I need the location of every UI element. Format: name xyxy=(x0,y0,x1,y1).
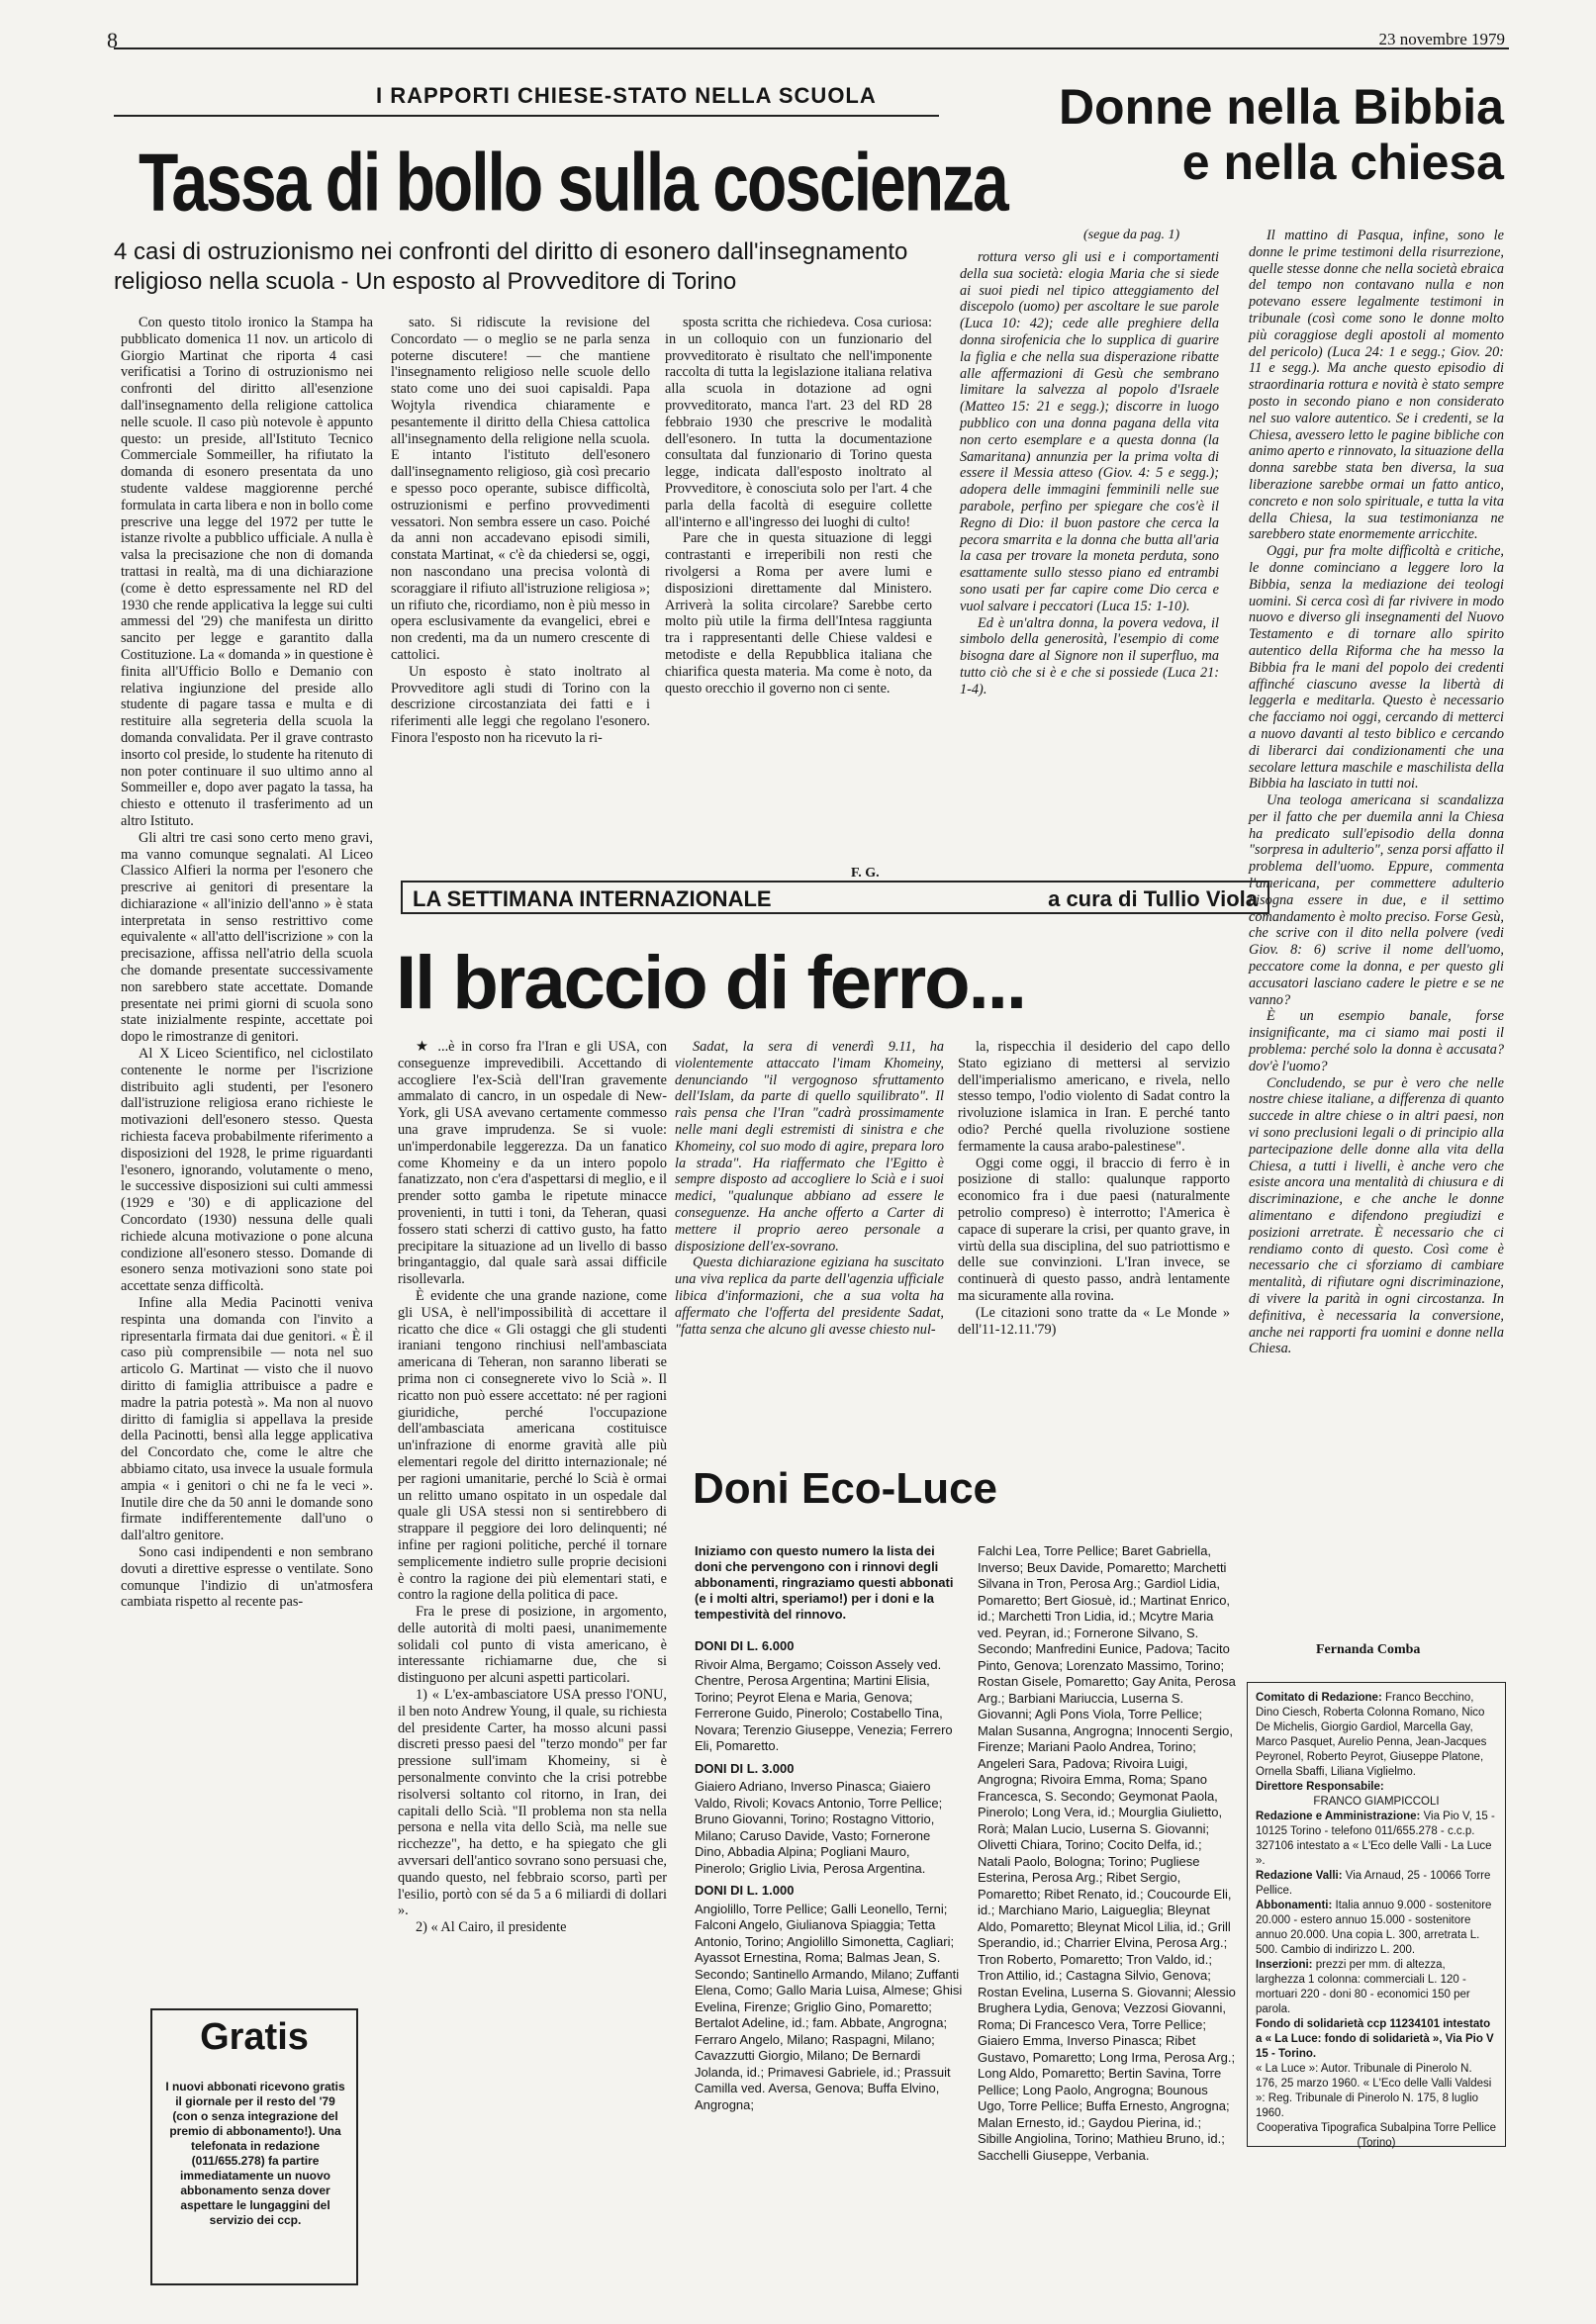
column-banner-author: a cura di Tullio Viola xyxy=(1048,886,1258,911)
gratis-box xyxy=(150,2008,358,2285)
masthead-box xyxy=(1247,1682,1506,2147)
paragraph: Gli altri tre casi sono certo meno gravi, ma vanno comunque segnalati. Al Liceo Classico Alfieri la norma per l'esonero che prescrive ai genitori di presentare la dichiarazione « all'inizio dell'anno » è stata interpretata in senso restrittivo come equivalente « all'atto dell'iscrizione » con la precisazione, affissa nell'atrio della scuola che domande presentate successivamente non sarebbero state accettate. Domande presentate nei primi giorni di scuola sono state inizialmente respinte, accettate poi dopo le rimostranze di genitori. xyxy=(121,829,373,1046)
article-kicker: I RAPPORTI CHIESE-STATO NELLA SCUOLA xyxy=(376,83,877,108)
article1-column-3 xyxy=(665,315,932,697)
gratis-title: Gratis xyxy=(200,2016,309,2058)
masthead-valli xyxy=(1256,1869,1497,1899)
value: Via Pio V, 15 - 10125 Torino - telefono 011/655.278 - c.c.p. 327106 intestato a « L'Eco delle Valli - La Luce ». xyxy=(1256,1811,1495,1867)
paragraph: 2) « Al Cairo, il presidente xyxy=(416,1919,567,1936)
value: Italia annuo 9.000 - sostenitore 20.000 - estero annuo 15.000 - sostenitore annuo 20.000. Una copia L. 300, arretrata L. 500. Cambio di indirizzo L. 200. xyxy=(1256,1900,1492,1956)
page-number: 8 xyxy=(107,28,118,52)
label: Redazione e Amministrazione: xyxy=(1256,1811,1421,1822)
doni-list: Rivoir Alma, Bergamo; Coisson Assely ved. Chentre, Perosa Argentina; Martini Elisia, Torino; Peyrot Elena e Maria, Genova; Ferrerone Guido, Pinerolo; Costabello Tina, Novara; Terenzio Giuseppe, Venezia; Ferrero Eli, Pomaretto. xyxy=(695,1656,953,1753)
paragraph: ★ ...è in corso fra l'Iran e gli USA, con conseguenze imprevedibili. Accettando di accogliere l'ex-Scià dell'Iran gravemente ammalato di cancro, in un ospedale di New-York, gli USA avevano certamente commesso una grave imprudenza. Se si vuole: un'imperdonabile leggerezza. Da un fanatico come Khomeiny e da un intero popolo fanatizzato, non c'era d'aspettarsi di meglio, e il prender sotto gamba le ripetute minacce provenienti, in tutti i toni, da Teheran, quasi fossero stati scherzi di cattivo gusto, ha fatto precipitare la situazione ad un livello di basso bringantaggio, dal quale sarà assai difficile risollevarla. xyxy=(398,1039,667,1288)
article2-title-line-1: Donne nella Bibbia xyxy=(1058,79,1504,135)
paragraph: Con questo titolo ironico la Stampa ha pubblicato domenica 11 nov. un articolo di Giorgio Martinat che riporta 4 casi verificatisi a Torino di ostruzionismo nei confronti del diritto all'esenzione dall'insegnamento della religione cattolica nelle scuole. Il caso più notevole è appunto questo: un preside, all'Istituto Tecnico Commerciale Sommeiller, ha rifiutato la domanda di esonero presentata da uno studente valdese maggiorenne perché formulata in carta libera e non in bollo come prescrive una legge del 1972 per tutte le istanze rivolte a pubblico ufficiale. A nulla è valsa la precisazione che non di domanda trattasi in realtà, ma di una dichiarazione (come è detto espressamente nel RD del 1930 che rende applicativa la legge sui culti ammessi del '29) che manifesta un diritto sancito per legge e garantito dalla Costituzione. La « domanda » in questione è finita all'Ufficio Bollo e Demanio con relativa ingiunzione del preside allo studente di pagare tassa e multa e di restituire alla segreteria della scuola la domanda convalidata. Per il grave contrasto insorto col preside, lo studente ha ritenuto di non poter continuare il suo ultimo anno al Sommeiller e, dopo aver pagato la tassa, ha chiesto e ottenuto il trasferimento ad un altro Istituto. xyxy=(121,315,373,829)
masthead-abbonamenti xyxy=(1256,1899,1497,1958)
paragraph: 1) « L'ex-ambasciatore USA presso l'ONU, il ben noto Andrew Young, il quale, su richiesta del presidente Carter, ha mosso alcuni passi discreti presso paesi del "terzo mondo" per far pressione sull'imam Khomeiny, si è personalmente convinto che la crisi potrebbe risolversi soltanto col ritorno, in Iran, dei capitali dello Scià. "Il problema non sta nella persona e nella vita dello Scià, ma nelle sue ricchezze", ha detto, e ha spiegato che gli avversari dell'antico sovrano sono persuasi che, quando questo, nel febbraio scorso, partì per l'esilio, portò con sé da 5 a 6 miliardi di dollari ». xyxy=(398,1687,668,1919)
article2-signature: Fernanda Comba xyxy=(1316,1642,1421,1657)
article1-column-2 xyxy=(391,315,650,747)
article3-column-2 xyxy=(675,1039,944,1338)
paragraph: Sono casi indipendenti e non sembrano dovuti a direttive espresse o ventilate. Sono comunque l'indizio di un'atmosfera cambiata rispetto al recente pas- xyxy=(121,1543,373,1611)
paragraph: Infine alla Media Pacinotti veniva respinta una domanda con l'invito a ripresentarla firmata dai due genitori. « È il caso più comprensibile — nota nel suo articolo G. Martinat — visto che il nuovo diritto di famiglia attribuisce a padre e madre la patria potestà ». Ma non al nuovo diritto di famiglia si appellava la preside della Pacinotti, bensì alla legge applicativa del Concordato che, come le altre che abbiamo citato, usa invece la usuale formula ampia « i genitori o chi ne fa le veci ». Inutile dire che da 50 anni le domande sono firmate indifferentemente dall'uno o dall'altro genitore. xyxy=(121,1295,373,1544)
paragraph: rottura verso gli usi e i comportamenti della sua società: elogia Maria che si siede ai suoi piedi nel tipico atteggiamento del discepolo (uomo) per ascoltare le sue parole (Luca 10: 42); cede alle preghiere della donna sirofenicia che lo supplica di guarire la figlia e che nella sua disperazione ribatte alle affermazioni di Gesù che sembrano limitare la salvezza al popolo d'Israele (Matteo 15: 21 e segg.); discorre in luogo pubblico con una donna pagana della vita non certo esemplare e a questa donna (la Samaritana) annunzia per la prima volta di essere il Messia atteso (Giov. 4: 5 e segg.); adopera delle immagini femminili nelle sue parabole, perfino per spiegare che cos'è il Regno di Dio: il buon pastore che cerca la pecora smarrita e la donna che butta all'aria la casa per trovare la moneta perduta, sono esattamente sullo stesso piano ed entrambi sono usati per far capire come Dio cerca e vuol salvare i peccatori (Luca 15: 1-10). xyxy=(960,249,1219,614)
kicker-rule xyxy=(114,115,939,117)
article3-title: Il braccio di ferro... xyxy=(396,941,1025,1025)
doni-heading: DONI DI L. 6.000 xyxy=(695,1638,795,1653)
paragraph: la, rispecchia il desiderio del capo dello Stato egiziano di mettersi al servizio dell'imperialismo americano, e rivela, nello stesso tempo, l'odio violento di Sadat contro la rivoluzione islamica in Iran. E perché tanto odio? Perché quella rivoluzione sostiene fermamente la causa arabo-palestinese". xyxy=(958,1039,1230,1155)
paragraph: Oggi, pur fra molte difficoltà e critiche, le donne cominciano a leggere loro la Bibbia, senza la mediazione dei teologi uomini. Si cerca così di far rivivere in modo nuovo e diverso gli insegnamenti del Nuovo Testamento e di tornare allo spirito autentico della Riforma che ha messo la Bibbia fra le mani del popolo dei credenti affinché ciascuno avesse la libertà di leggerla e meditarla. Questo è necessario che facciamo noi oggi, cercando di metterci a nuovo davanti al testo biblico e cercando di liberarci dai condizionamenti che una secolare lettura maschile e maschilista della Bibbia ha lasciato in tutti noi. xyxy=(1249,543,1504,792)
column-banner-title: LA SETTIMANA INTERNAZIONALE xyxy=(413,886,772,911)
paragraph: È un esempio banale, forse insignificante, ma ci siamo mai posti il problema: perché solo la donna è accusata? dov'è l'uomo? xyxy=(1249,1008,1504,1074)
paragraph: (Le citazioni sono tratte da « Le Monde » dell'11-12.11.'79) xyxy=(958,1304,1230,1338)
paragraph: Fra le prese di posizione, in argomento, delle autorità di molti paesi, unanimemente solidali col punto di vista americano, è interessante richiamarne due, che si distinguono per alcuni aspetti particolari. xyxy=(398,1604,667,1687)
masthead-direttore xyxy=(1256,1780,1497,1795)
paragraph: sato. Si ridiscute la revisione del Concordato — o meglio se ne parla senza poterne discutere! — che mantiene l'insegnamento religioso nelle scuole dello stato come uno dei suoi capisaldi. Papa Wojtyla rivendica chiaramente e pesantemente il diritto della Chiesa cattolica all'insegnamento della religione nella scuola. E intanto l'istituto dell'esonero dall'insegnamento religioso, già così precario e spesso poco operante, subisce difficoltà, ostruzionismi e perfino provvedimenti vessatori. Non sembra essere un caso. Poiché da anni non accadevano episodi simili, constata Martinat, « c'è da chiedersi se, oggi, non nascondano una precisa volontà di scoraggiare il rifiuto all'istruzione religiosa »; un rifiuto che, ricordiamo, non è più messo in opera esclusivamente da evangelici, ebrei e non credenti, ma da un numero crescente di cattolici. xyxy=(391,315,650,663)
paragraph: Pare che in questa situazione di leggi contrastanti e irreperibili non resti che rivolgersi a Roma per avere lumi e disposizioni direttamente dal Ministero. Arriverà la solita circolare? Sarebbe certo molto più utile la firma dell'Intesa raggiunta tra i rappresentanti delle Chiese valdesi e metodiste e della Repubblica italiana che chiarifica questa materia. Ma come è noto, da questo orecchio il governo non ci sente. xyxy=(665,530,932,697)
article2-column-1 xyxy=(960,249,1219,698)
article1-column-1 xyxy=(121,315,373,1611)
paragraph: Questa dichiarazione egiziana ha suscitato una viva replica da parte dell'agenzia ufficiale libica d'informazioni, che a sua volta ha affermato che l'offerta del presidente Sadat, "fatta senza che alcuno gli avesse chiesto nul- xyxy=(675,1255,944,1338)
column-banner xyxy=(401,881,1269,914)
doni-heading: DONI DI L. 3.000 xyxy=(695,1760,795,1776)
paragraph: sposta scritta che richiedeva. Cosa curiosa: in un colloquio con un funzionario del provveditorato è risultato che nell'imponente raccolta di tutta la legislazione italiana relativa alla scuola in dotazione ad ogni provveditorato, manca l'art. 23 del RD 28 febbraio 1930 che prescrive le modalità dell'esonero. In tutta la documentazione consultata dal funzionario di Torino questa legge, indicata dall'esposto inoltrato al Provveditore, è conosciuta solo per l'art. 4 che parla della facoltà di eseguire collette all'interno e all'ingresso dei luoghi di culto! xyxy=(665,315,932,530)
gratis-text: I nuovi abbonati ricevono gratis il giornale per il resto del '79 (con o senza integrazione del premio di abbonamento!). Una telefonata in redazione (011/655.278) fa partire immediatamente un nuovo abbonamento senza dover aspettare le lungaggini del servizio dei ccp. xyxy=(165,2080,345,2227)
doni-column-1 xyxy=(695,1632,964,2113)
article2-title-line-2: e nella chiesa xyxy=(1181,135,1504,190)
label: Direttore Responsabile: xyxy=(1256,1781,1384,1793)
doni-list: Giaiero Adriano, Inverso Pinasca; Giaiero Valdo, Rivoli; Kovacs Antonio, Torre Pellice; Bruno Giovanni, Torino; Rostagno Vittorio, Milano; Caruso Davide, Vasto; Fornerone Dino, Abbadia Alpina; Pogliani Mauro, Pinerolo; Griglio Livia, Perosa Argentina. xyxy=(695,1779,943,1876)
paragraph: Il mattino di Pasqua, infine, sono le donne le prime testimoni della risurrezione, quelle stesse donne che nella società ebraica del tempo non contavano nulla e non potevano essere legalmente testimoni in tribunale (così come sono le donne molto più coraggiose degli apostoli al momento del pericolo) (Luca 24: 1 e segg.; Giov. 20: 11 e segg.). Ma anche questo episodio di straordinaria rottura e novità è stato sempre posto in secondo piano e non considerato nel suo valore autentico. Se i credenti, se la Chiesa, avessero letto le pagine bibliche con animo aperto e rinnovato, la situazione della donna sarebbe stata ben diversa, la sua liberazione sarebbe ormai un fatto antico, concreto e non solo spirituale, e tutta la vita della Chiesa, la sua testimonianza ne sarebbero state enormemente arricchite. xyxy=(1249,228,1504,543)
label: Abbonamenti: xyxy=(1256,1900,1333,1911)
masthead-inserzioni xyxy=(1256,1958,1497,2017)
value: prezzi per mm. di altezza, larghezza 1 colonna: commerciali L. 120 - mortuari 220 - doni 80 - economici 150 per parola. xyxy=(1256,1959,1470,2015)
page-date: 23 novembre 1979 xyxy=(1378,30,1505,48)
masthead-printer: Cooperativa Tipografica Subalpina Torre Pellice (Torino) xyxy=(1256,2122,1497,2149)
article2-title xyxy=(950,79,1504,190)
masthead-redazione xyxy=(1256,1810,1497,1869)
label: Fondo di solidarietà ccp 11234101 intestato a « La Luce: fondo di solidarietà », Via Pio V 15 - Torino. xyxy=(1256,2018,1494,2060)
article3-column-3 xyxy=(958,1039,1230,1338)
value: Franco Becchino, Dino Ciesch, Roberta Colonna Romano, Nico De Michelis, Giorgio Gardiol, Marcella Gay, Marco Pasquet, Aurelio Penna, Jean-Jacques Peyronel, Roberto Peyrot, Giuseppe Platone, Ornella Sbaffi, Liliana Viglielmo. xyxy=(1256,1692,1487,1778)
article2-column-2 xyxy=(1249,228,1504,1357)
doni-intro: Iniziamo con questo numero la lista dei doni che pervengono con i rinnovi degli abbonamenti, ringraziamo questi abbonati (e i molti altri, speriamo!) per i doni e la tempestività del rinnovo. xyxy=(695,1543,954,1622)
paragraph: Un esposto è stato inoltrato al Provveditore agli studi di Torino con la descrizione circostanziata dei fatti e i riferimenti alle leggi che regolano l'esonero. Finora l'esposto non ha ricevuto la ri- xyxy=(391,663,650,746)
article1-signature: F. G. xyxy=(851,866,880,881)
director-name: FRANCO GIAMPICCOLI xyxy=(1313,1796,1440,1808)
masthead-comitato xyxy=(1256,1691,1497,1780)
article-title: Tassa di bollo sulla coscienza xyxy=(139,136,1007,228)
paragraph: Una teologa americana si scandalizza per il fatto che per duemila anni la Chiesa ha predicato sull'episodio della donna "sorpresa in adulterio", senza porsi affatto il problema dell'uomo. Eppure, commenta l'americana, per commettere adulterio bisogna essere in due, e il settimo comandamento è molto preciso. Forse Gesù, che scrive con il dito nella polvere (vedi Giov. 8: 6) scrive il nome dell'uomo, peccatore come la donna, e per questo gli accusatori lasciano cadere le pietre e se ne vanno? xyxy=(1249,792,1504,1008)
doni-title: Doni Eco-Luce xyxy=(693,1464,998,1513)
paragraph: Oggi come oggi, il braccio di ferro è in posizione di stallo: qualunque rapporto economico fra i due paesi (naturalmente petrolio compreso) è interrotto; l'America è capace di superare la crisi, per quanto grave, in virtù della sua disciplina, del suo patriottismo e delle sue convinzioni. L'Iran invece, se continuerà di questo passo, andrà lentamente ma sicuramente alla rovina. xyxy=(958,1155,1230,1304)
masthead-fondo xyxy=(1256,2017,1497,2062)
label: Inserzioni: xyxy=(1256,1959,1313,1971)
paragraph: Al X Liceo Scientifico, nel ciclostilato contenente le norme per l'iscrizione distribuito agli studenti, per l'esonero dall'istruzione religiosa erano richieste le motivazioni dell'esonero stesso. Questa richiesta faceva probabilmente riferimento a disposizioni del 1928, le prime riguardanti l'esonero, ignorando, volutamente o meno, le successive disposizioni sui culti ammessi (1929 e '30) e di applicazione del Concordato (1930) nessuna delle quali richiede alcuna motivazione o pone alcuna condizione all'esonero stesso. Domande di esonero senza motivazioni sono state poi accettate senza difficoltà. xyxy=(121,1046,373,1295)
article-subtitle: 4 casi di ostruzionismo nei confronti del diritto di esonero dall'insegnamento religioso nella scuola - Un esposto al Provveditore di Torino xyxy=(114,238,908,295)
doni-column-2: Falchi Lea, Torre Pellice; Baret Gabriella, Inverso; Beux Davide, Pomaretto; Marchetti Silvana in Tron, Perosa Arg.; Gardiol Lidia, Pomaretto; Bert Giosuè, id.; Martinat Enrico, id.; Marchetti Tron Lidia, id.; Mcytre Maria ved. Peyran, id.; Fornerone Silvano, S. Secondo; Manfredini Eunice, Padova; Tacito Pinto, Genova; Lorenzato Massimo, Torino; Rostan Gisele, Pomaretto; Gay Anita, Perosa Arg.; Barbiani Mariuccia, Luserna S. Giovanni; Agli Pons Viola, Torre Pellice; Malan Susanna, Angrogna; Innocenti Sergio, Firenze; Mariani Paolo Andrea, Torino; Angeleri Sara, Padova; Rivoira Luigi, Angrogna; Rivoira Emma, Roma; Spano Francesca, S. Secondo; Geymonat Paola, Pinerolo; Long Vera, id.; Mourglia Giulietto, Rorà; Malan Lucio, Luserna S. Giovanni; Olivetti Chiara, Torino; Cocito Delfa, id.; Natali Paolo, Bologna; Torino; Pugliese Esterina, Perosa Arg.; Ribet Sergio, Pomaretto; Ribet Renato, id.; Coucourde Eli, id.; Marchiano Mario, Laigueglia; Bleynat Aldo, Pomaretto; Bleynat Micol Lilia, id.; Grill Sperandio, id.; Charrier Elvina, Perosa Arg.; Tron Roberto, Pomaretto; Tron Valdo, id.; Tron Attilio, id.; Castagna Silvio, Genova; Rostan Evelina, Luserna S. Giovanni; Alessio Brughera Lydia, Genova; Vezzosi Giovanni, Roma; Di Francesco Vera, Torre Pellice; Giaiero Emma, Inverso Pinasca; Ribet Gustavo, Pomaretto; Long Irma, Perosa Arg.; Long Aldo, Pomaretto; Bertin Savina, Torre Pellice; Long Paolo, Angrogna; Bounous Ugo, Torre Pellice; Buffa Ernesto, Angrogna; Malan Ernesto, id.; Gaydou Pierina, id.; Sibille Angiolina, Torino; Mathieu Bruno, id.; Sacchelli Giuseppe, Verbania. xyxy=(978,1543,1236,2163)
continued-note: (segue da pag. 1) xyxy=(1083,228,1180,242)
header-rule xyxy=(114,47,1509,49)
paragraph: Concludendo, se pur è vero che nelle nostre chiese italiane, a differenza di quanto succede in altre chiese o in altri paesi, non vi sono preclusioni legali o di principio alla partecipazione delle donne alla vita della Chiesa, a tutti i livelli, è anche vero che esiste ancora una mentalità di chiusura e di discriminazione, e che anche le donne alimentano e difendono pregiudizi e posizioni arretrate. È necessario che ci rendiamo conto di questo. Così come è necessario che ci sforziamo di cambiare mentalità, di rifiutare ogni discriminazione, di vivere la parità in ogni circostanza. In definitiva, è necessaria la conversione, anche nei rapporti fra uomini e donne nella Chiesa. xyxy=(1249,1074,1504,1357)
label: Comitato di Redazione: xyxy=(1256,1692,1382,1704)
doni-list: Angiolillo, Torre Pellice; Galli Leonello, Terni; Falconi Angelo, Giulianova Spiaggia; Tetta Antonio, Torino; Angiolillo Simonetta, Cagliari; Ayassot Ernestina, Roma; Balmas Jean, S. Secondo; Santinello Armando, Milano; Zuffanti Elena, Como; Gallo Maria Luisa, Almese; Ghisi Evelina, Firenze; Griglio Gino, Pomaretto; Bertalot Adeline, id.; fam. Abbate, Angrogna; Ferraro Angelo, Milano; Raspagni, Milano; Cavazzutti Giorgio, Milano; De Bernardi Jolanda, id.; Primavesi Gabriele, id.; Prassuit Camilla ved. Aversa, Genova; Buffa Elvino, Angrogna; xyxy=(695,1901,963,2112)
value: Via Arnaud, 25 - 10066 Torre Pellice. xyxy=(1256,1870,1491,1897)
paragraph: È evidente che una grande nazione, come gli USA, è nell'impossibilità di accettare il ricatto che dice « Gli ostaggi che gli studenti iraniani tengono rinchiusi nell'ambasciata americana di Teheran, non saranno liberati se prima non ci consegnerete vivo lo Scià ». Il ricatto non può essere accettato: né per ragioni giuridiche, perché l'occupazione dell'ambasciata americana costituisce un'infrazione di enorme gravità alle più elementari regole del diritto internazionale; né per ragioni umanitarie, perché lo Scià è ormai un relitto umano ospitato in un ospedale dal quale gli USA stessi non si sentirebbero di strappare il peggiore dei loro delinquenti; né infine per ragioni politiche, perché il tornare semplicemente indietro sulle proprie decisioni è contro la ragione dei più elementari stati, e contro la ragione della politica di pace. xyxy=(398,1287,667,1604)
paragraph: Ed è un'altra donna, la povera vedova, il simbolo della generosità, l'esempio di come bisogna dare al Signore non il superfluo, ma tutto ciò che si è e che si possiede (Luca 21: 1-4). xyxy=(960,614,1219,697)
label: Redazione Valli: xyxy=(1256,1870,1343,1882)
masthead-registration: « La Luce »: Autor. Tribunale di Pinerolo N. 176, 25 marzo 1960. « L'Eco delle Valli Valdesi »: Reg. Tribunale di Pinerolo N. 175, 8 luglio 1960. xyxy=(1256,2063,1492,2119)
paragraph: Sadat, la sera di venerdì 9.11, ha violentemente attaccato l'imam Khomeiny, denunciando "il vergognoso sfruttamento dell'Islam, da parte di quello squilibrato". Il raìs pensa che l'Iran "cadrà prossimamente nelle mani degli estremisti di sinistra e che Khomeiny, col suo modo di agire, prepara loro la strada". Ha riaffermato che l'Egitto è sempre disposto ad accogliere lo Scià e i suoi medici, "qualunque abbiano ad essere le conseguenze. Ha anche offerto a Carter di mettere il proprio aereo personale a disposizione dell'ex-sovrano. xyxy=(675,1039,944,1255)
article3-column-1 xyxy=(398,1039,667,1936)
doni-heading: DONI DI L. 1.000 xyxy=(695,1883,795,1898)
